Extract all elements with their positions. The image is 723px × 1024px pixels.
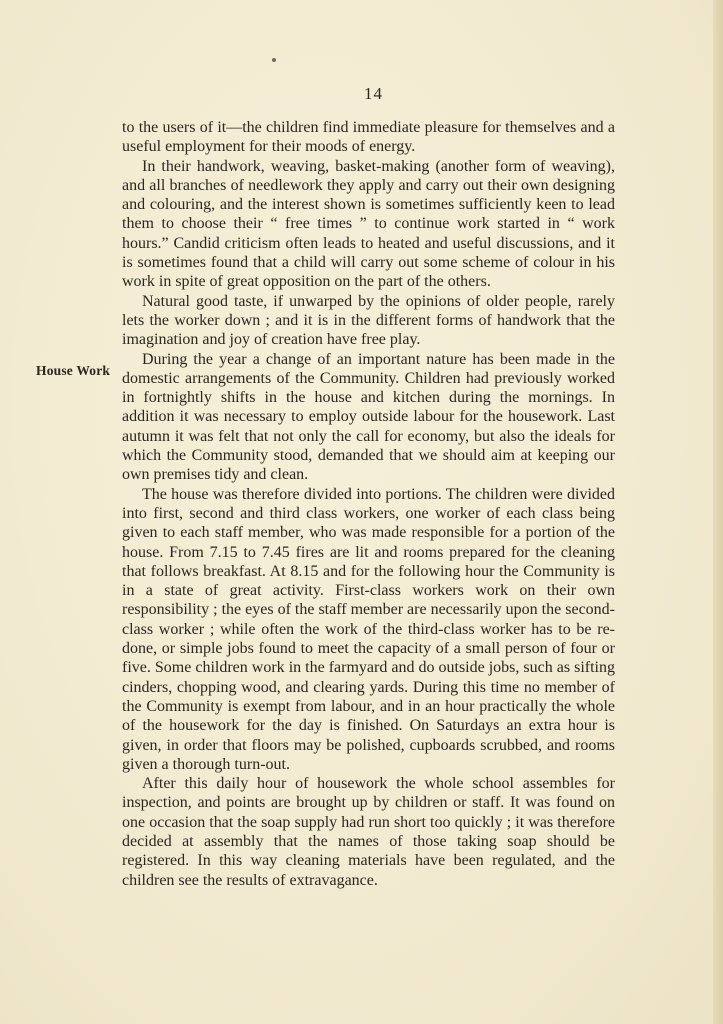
page-edge <box>713 0 723 1024</box>
paragraph-handwork: In their handwork, weaving, basket-making (another form of weaving), and all branches of needlework they apply and carry out their own designing and colouring, and the interest shown is sometimes sufficiently keen to lead them to choose their “ free times ” to continue work started in “ work hours.” Candid criticism often leads to heated and useful discussions, and it is sometimes found that a child will carry out some scheme of colour in his work in spite of great opposition on the part of the others. <box>122 157 615 291</box>
ink-speck <box>272 58 276 62</box>
paragraph-inspection: After this daily hour of housework the whole school assembles for inspection, and points are brought up by children or staff. It was found on one occasion that the soap supply had run short too quickly ; it was therefore decided at assembly that the names of those taking soap should be registered. In this way cleaning materials have been regulated, and the children see the results of extravagance. <box>122 775 615 889</box>
paragraph-house-work: During the year a change of an important nature has been made in the domestic arrangements of the Community. Children had previously worked in fortnightly shifts in the house and kitchen during the mornings. In addition it was necessary to employ outside labour for the housework. Last autumn it was felt that not only the call for economy, but also the ideals for which the Community stood, demanded that we should aim at keeping our own premises tidy and clean. <box>122 350 615 484</box>
paragraph-natural-taste: Natural good taste, if unwarped by the opinions of older people, rarely lets the worker down ; and it is in the different forms of handwork that the imagination and joy of creation have free play. <box>122 292 615 349</box>
paragraph-house-division: The house was therefore divided into portions. The children were divided into first, second and third class workers, one worker of each class being given to each staff member, who was made responsible for a portion of the house. From 7.15 to 7.45 fires are lit and rooms prepared for the cleaning that follows breakfast. At 8.15 and for the following hour the Community is in a state of great activity. First-class workers work on their own responsibility ; the eyes of the staff member are necessarily upon the second-class worker ; while often the work of the third-class worker has to be re-done, or simple jobs found to meet the capacity of a small person of four or five. Some children work in the farmyard and do outside jobs, such as sifting cinders, chopping wood, and clearing yards. During this time no member of the Community is exempt from labour, and in an hour practically the whole of the housework for the day is finished. On Saturdays an extra hour is given, in order that floors may be polished, cupboards scrubbed, and rooms given a thorough turn-out. <box>122 485 615 773</box>
paragraph-continuation: to the users of it—the children find immediate pleasure for themselves and a useful employment for their moods of energy. <box>122 119 615 156</box>
margin-heading-house-work: House Work <box>36 363 111 378</box>
body-text <box>122 118 615 890</box>
page-number: 14 <box>364 84 383 103</box>
